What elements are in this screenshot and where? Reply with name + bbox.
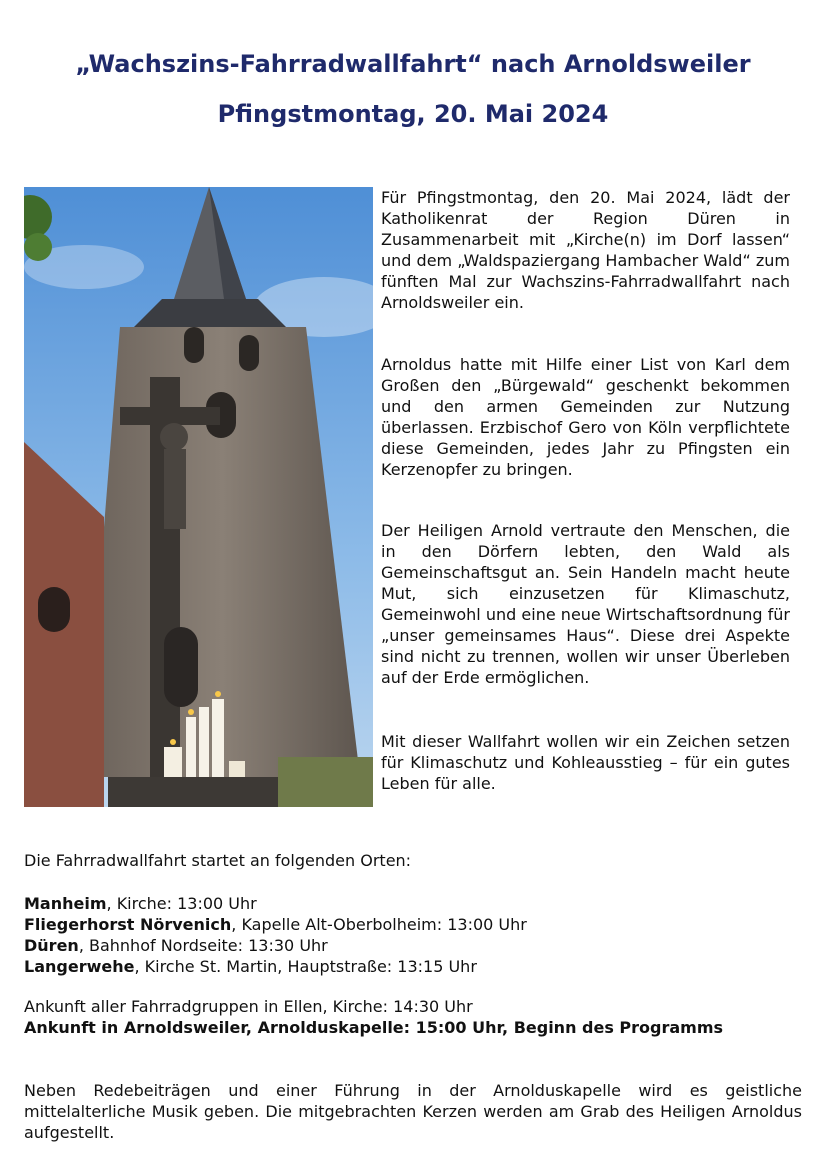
- arrival-info: [24, 996, 802, 1038]
- list-item: Manheim, Kirche: 13:00 Uhr: [24, 894, 257, 913]
- church-photo: [24, 187, 373, 807]
- purpose-paragraph: Mit dieser Wallfahrt wollen wir ein Zeichen setzen für Klimaschutz und Kohleausstieg – für ein gutes Leben für alle.: [381, 732, 790, 793]
- start-locations-list: [24, 893, 802, 977]
- arrival-main: Ankunft in Arnoldsweiler, Arnolduskapelle: 15:00 Uhr, Beginn des Programms: [24, 1018, 724, 1037]
- history-paragraph: Arnoldus hatte mit Hilfe einer List von Karl dem Großen den „Bürgewald“ geschenkt bekommen und den armen Gemeinden zur Nutzung überlassen. Erzbischof Gero von Köln verpflichtete diese Gemeinden, jedes Jahr zu Pfingsten ein Kerzenopfer zu bringen.: [381, 355, 790, 479]
- list-item: Düren, Bahnhof Nordseite: 13:30 Uhr: [24, 936, 328, 955]
- closing-paragraph: Neben Redebeiträgen und einer Führung in der Arnolduskapelle wird es geistliche mittelalterliche Musik geben. Die mitgebrachten Kerzen werden am Grab des Heiligen Arnoldus aufgestellt.: [24, 1081, 802, 1142]
- intro-paragraph: Für Pfingstmontag, den 20. Mai 2024, lädt der Katholikenrat der Region Düren in Zusammenarbeit mit „Kirche(n) im Dorf lassen“ und dem „Waldspaziergang Hambacher Wald“ zum fünften Mal zur Wachszins-Fahrradwallfahrt nach Arnoldsweiler ein.: [381, 188, 790, 312]
- page-subtitle: Pfingstmontag, 20. Mai 2024: [217, 100, 609, 128]
- start-locations-intro: Die Fahrradwallfahrt startet an folgenden Orten:: [24, 851, 412, 870]
- message-paragraph: Der Heiligen Arnold vertraute den Menschen, die in den Dörfern lebten, den Wald als Gemeinschaftsgut an. Sein Handeln macht heute Mut, sich einzusetzen für Klimaschutz, Gemeinwohl und eine neue Wirtschaftsordnung für „unser gemeinsames Haus“. Diese drei Aspekte sind nicht zu trennen, wollen wir unser Überleben auf der Erde ermöglichen.: [381, 521, 790, 687]
- list-item: Fliegerhorst Nörvenich, Kapelle Alt-Oberbolheim: 13:00 Uhr: [24, 915, 527, 934]
- list-item: Langerwehe, Kirche St. Martin, Hauptstraße: 13:15 Uhr: [24, 957, 477, 976]
- page-title: „Wachszins-Fahrradwallfahrt“ nach Arnoldsweiler: [75, 50, 751, 78]
- arrival-groups: Ankunft aller Fahrradgruppen in Ellen, Kirche: 14:30 Uhr: [24, 997, 473, 1016]
